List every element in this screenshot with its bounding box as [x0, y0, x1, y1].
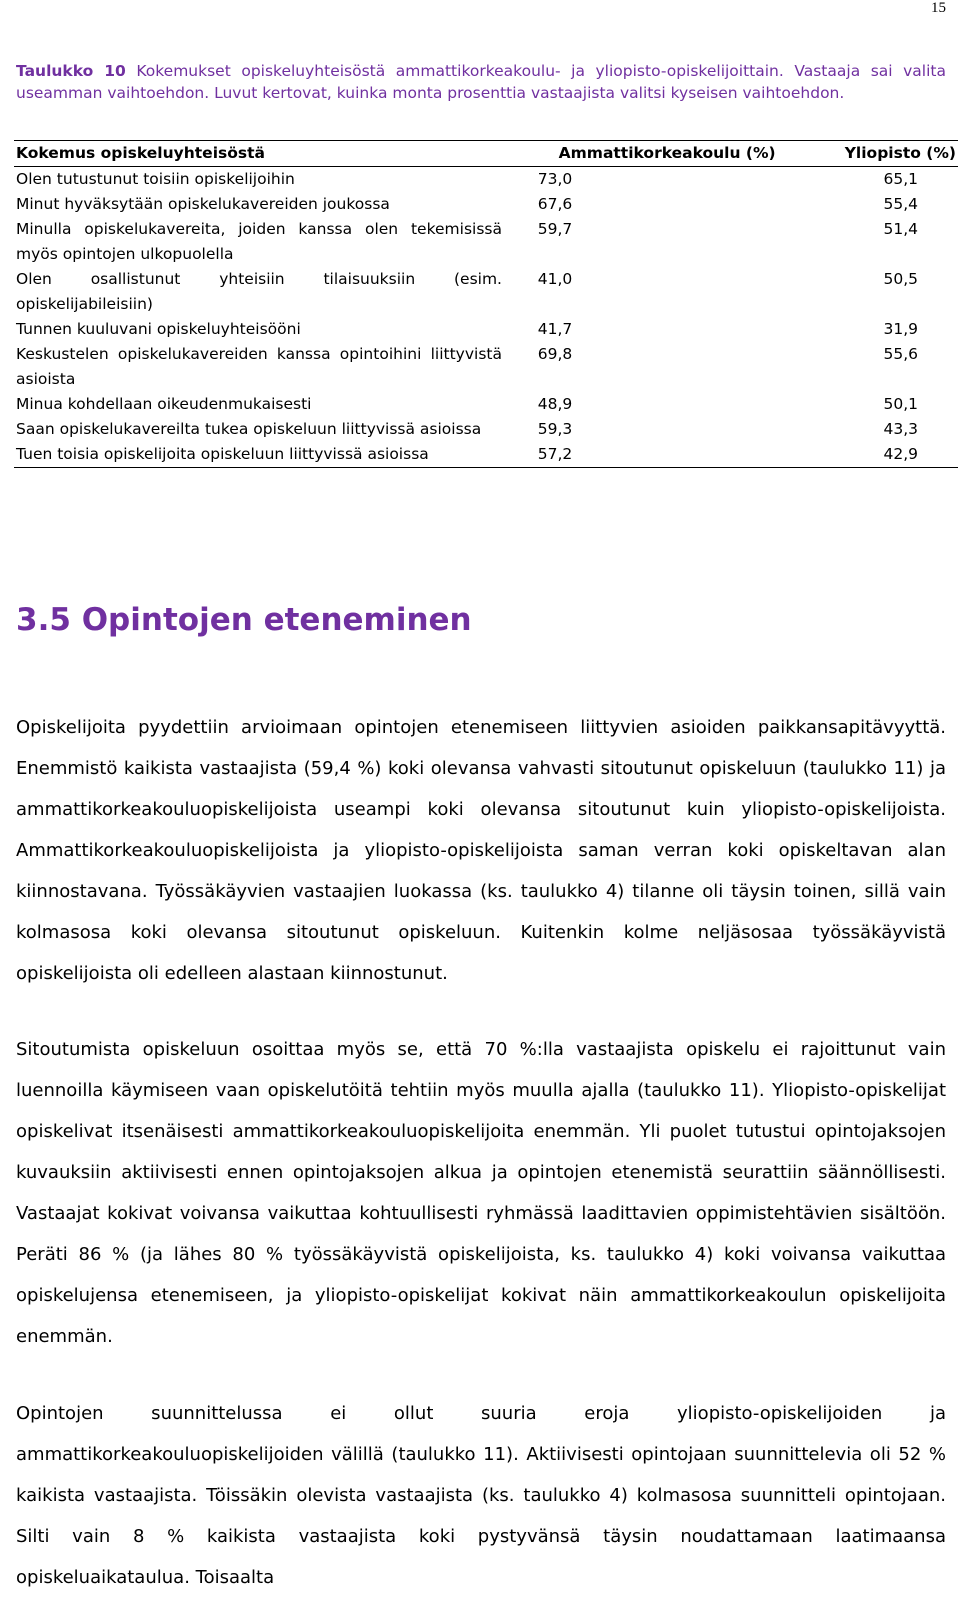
row-amk-value: 73,0	[537, 170, 573, 188]
row-amk-value: 41,0	[537, 270, 573, 288]
table-caption-text: Kokemukset opiskeluyhteisöstä ammattikorkeakoulu- ja yliopisto-opiskelijoittain. Vastaaja sai valita useamman vaihtoehdon. Luvut kertovat, kuinka monta prosenttia vastaajista valitsi kyseisen vaihtoehdon.	[16, 62, 946, 102]
row-yo-value: 42,9	[830, 442, 958, 468]
row-amk-value: 59,7	[537, 220, 573, 238]
table-caption-label: Taulukko 10	[16, 62, 126, 80]
body-paragraph: Opintojen suunnittelussa ei ollut suuria eroja yliopisto-opiskelijoiden ja ammattikorkeakouluopiskelijoiden välillä (taulukko 11). Aktiivisesti opintojaan suunnittelevia oli 52 % kaikista vastaajista. Töissäkin olevista vastaajista (ks. taulukko 4) kolmasosa suunnitteli opintojaan. Silti vain 8 % kaikista vastaajista koki pystyvänsä täysin noudattamaan laatimaansa opiskeluaikataulua. Toisaalta	[16, 1403, 946, 1588]
row-label: Saan opiskelukavereilta tukea opiskeluun liittyvissä asioissa	[16, 420, 482, 438]
table-row	[14, 392, 958, 417]
row-label: Minulla opiskelukavereita, joiden kanssa olen tekemisissä myös opintojen ulkopuolella	[16, 220, 502, 263]
row-yo-value: 55,4	[883, 195, 918, 213]
table-row	[14, 442, 958, 468]
row-label: Olen osallistunut yhteisiin tilaisuuksiin (esim. opiskelijabileisiin)	[16, 270, 502, 313]
header-amk: Ammattikorkeakoulu (%)	[504, 141, 830, 167]
row-label: Tunnen kuuluvani opiskeluyhteisööni	[16, 320, 301, 338]
row-yo-value: 50,5	[883, 270, 918, 288]
row-yo-value: 43,3	[883, 420, 918, 438]
row-yo-value: 31,9	[883, 320, 918, 338]
section-heading: 3.5 Opintojen eteneminen	[16, 602, 472, 638]
row-yo-value: 50,1	[883, 395, 918, 413]
row-amk-value: 67,6	[537, 195, 573, 213]
row-label: Minua kohdellaan oikeudenmukaisesti	[16, 395, 312, 413]
body-paragraph: Opiskelijoita pyydettiin arvioimaan opintojen etenemiseen liittyvien asioiden paikkansapitävyyttä. Enemmistö kaikista vastaajista (59,4 %) koki olevansa vahvasti sitoutunut opiskeluun (taulukko 11) ja ammattikorkeakouluopiskelijoista useampi koki olevansa sitoutunut kuin yliopisto-opiskelijoista. Ammattikorkeakouluopiskelijoista ja yliopisto-opiskelijoista saman verran koki opiskeltavan alan kiinnostavana. Työssäkäyvien vastaajien luokassa (ks. taulukko 4) tilanne oli täysin toinen, sillä vain kolmasosa koki olevansa sitoutunut opiskeluun. Kuitenkin kolme neljäsosaa työssäkäyvistä opiskelijoista oli edelleen alastaan kiinnostunut.	[16, 717, 946, 984]
table-caption	[16, 60, 946, 104]
table-row	[14, 192, 958, 217]
body-paragraph: Sitoutumista opiskeluun osoittaa myös se, että 70 %:lla vastaajista opiskelu ei rajoittunut vain luennoilla käymiseen vaan opiskelutöitä tehtiin myös muulla ajalla (taulukko 11). Yliopisto-opiskelijat opiskelivat itsenäisesti ammattikorkeakouluopiskelijoita enemmän. Yli puolet tutustui opintojaksojen kuvauksiin aktiivisesti ennen opintojaksojen alkua ja opintojen etenemistä seurattiin säännöllisesti. Vastaajat kokivat voivansa vaikuttaa kohtuullisesti ryhmässä laadittavien oppimistehtävien sisältöön. Peräti 86 % (ja lähes 80 % työssäkäyvistä opiskelijoista, ks. taulukko 4) koki voivansa vaikuttaa opiskelujensa etenemiseen, ja yliopisto-opiskelijat kokivat näin ammattikorkeakoulun opiskelijoita enemmän.	[16, 1039, 946, 1347]
table-row	[14, 267, 958, 317]
row-label: Tuen toisia opiskelijoita opiskeluun liittyvissä asioissa	[14, 442, 504, 468]
header-yliopisto: Yliopisto (%)	[830, 141, 958, 167]
row-amk-value: 41,7	[537, 320, 573, 338]
row-yo-value: 65,1	[883, 170, 918, 188]
table-row	[14, 317, 958, 342]
table-row	[14, 217, 958, 267]
row-amk-value: 59,3	[537, 420, 573, 438]
row-amk-value: 57,2	[504, 442, 830, 468]
table-row	[14, 342, 958, 392]
header-experience: Kokemus opiskeluyhteisöstä	[14, 141, 504, 167]
row-amk-value: 69,8	[537, 345, 573, 363]
row-label: Keskustelen opiskelukavereiden kanssa opintoihini liittyvistä asioista	[16, 345, 502, 388]
row-yo-value: 51,4	[883, 220, 918, 238]
page-number: 15	[931, 0, 946, 16]
table-row	[14, 167, 958, 193]
row-label: Olen tutustunut toisiin opiskelijoihin	[16, 170, 295, 188]
row-yo-value: 55,6	[883, 345, 918, 363]
table-header-row	[14, 141, 958, 167]
row-label: Minut hyväksytään opiskelukavereiden joukossa	[16, 195, 390, 213]
table-row	[14, 417, 958, 442]
row-amk-value: 48,9	[537, 395, 573, 413]
experience-table	[14, 140, 958, 468]
